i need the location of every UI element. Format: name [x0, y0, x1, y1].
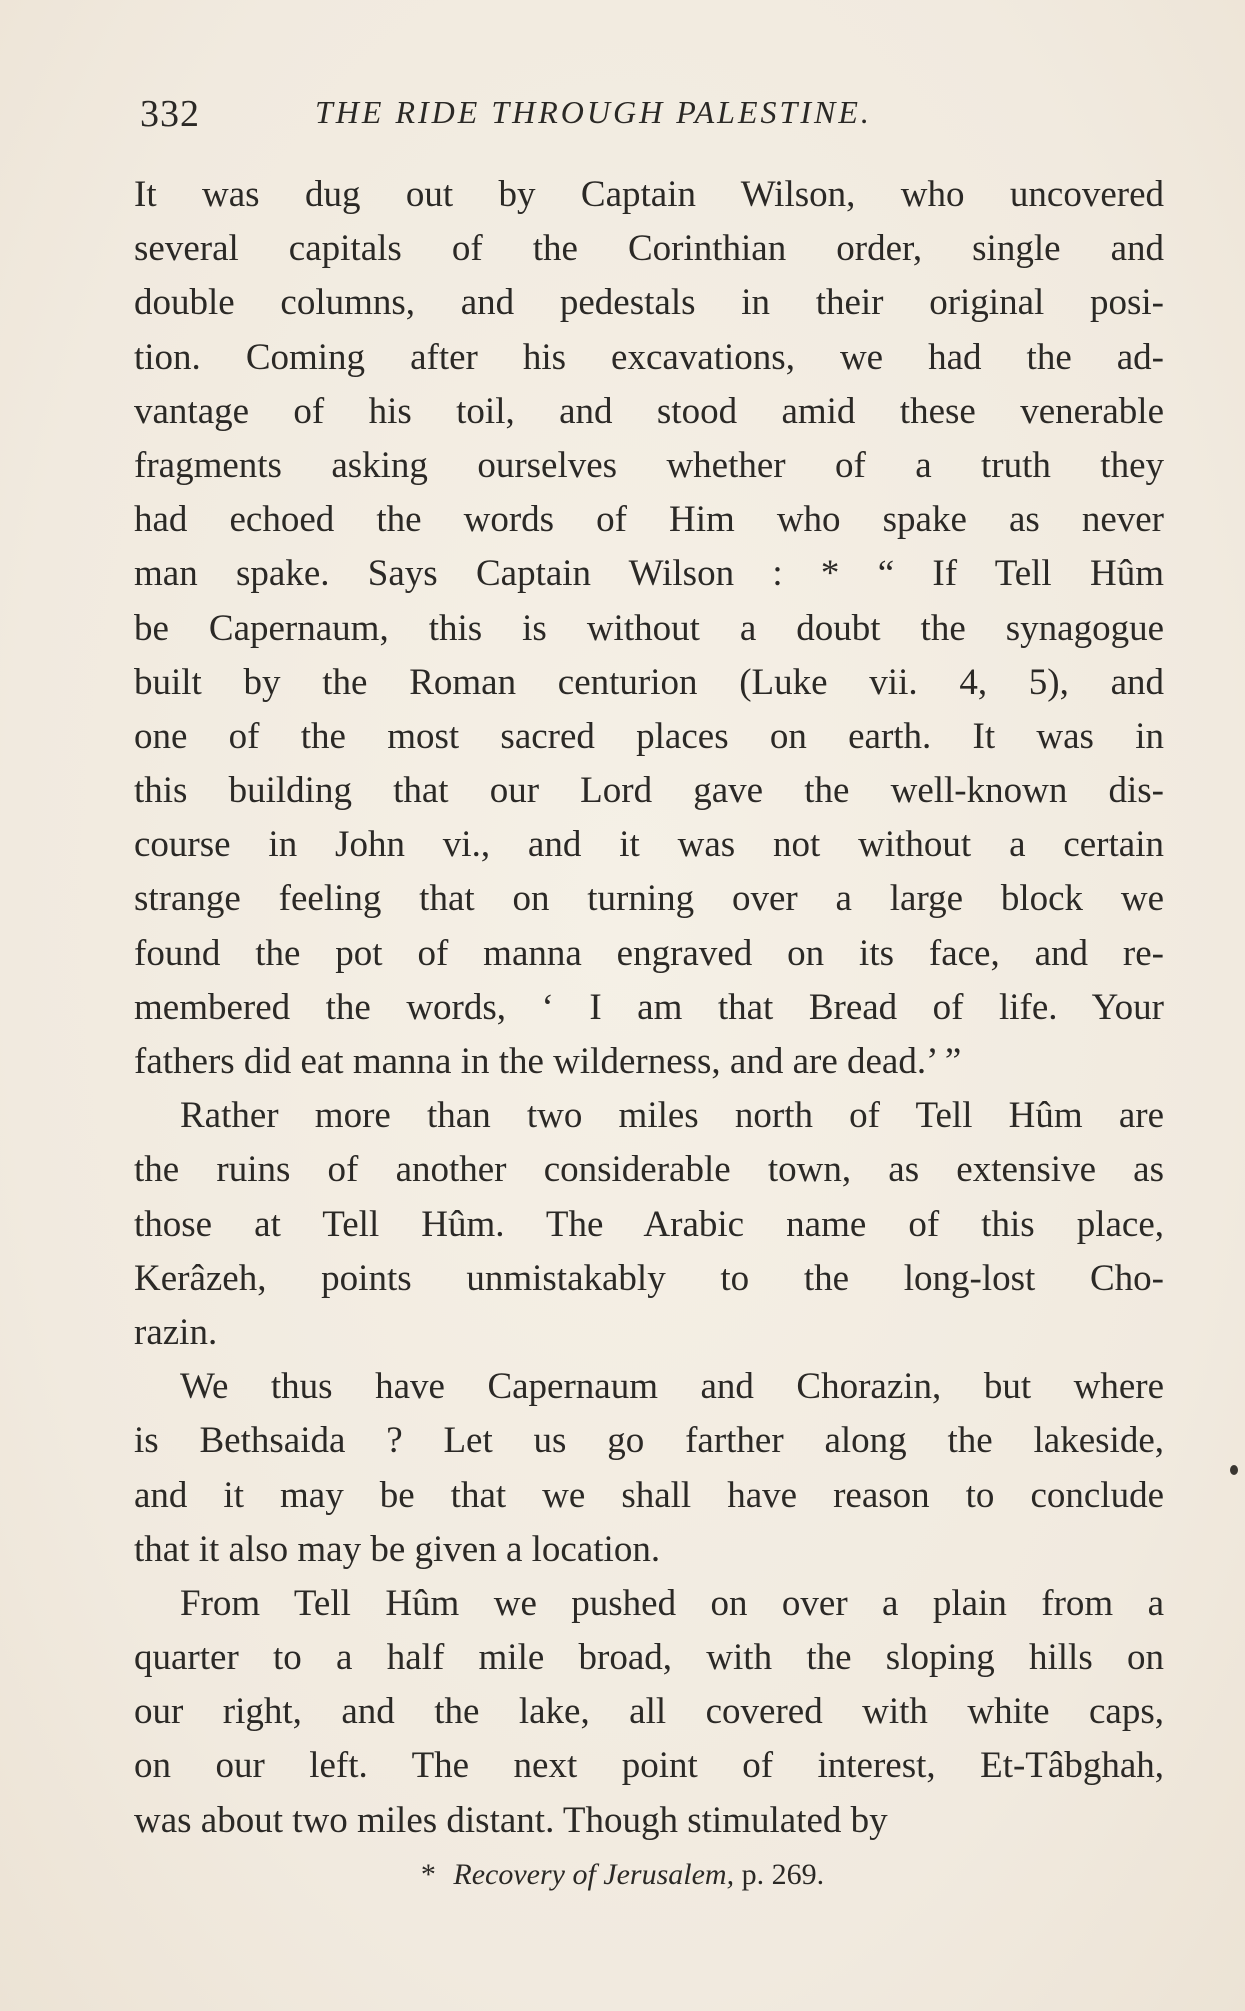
text-line: We thus have Capernaum and Chorazin, but where	[180, 1366, 1164, 1408]
text-line: that it also may be given a location.	[134, 1528, 661, 1570]
paragraph	[134, 1360, 1164, 1577]
text-line: Rather more than two miles north of Tell Hûm are	[180, 1095, 1164, 1137]
text-line: found the pot of manna engraved on its face, and re-	[134, 932, 1164, 974]
text-line: man spake. Says Captain Wilson : * “ If Tell Hûm	[134, 553, 1164, 595]
text-line: membered the words, ‘ I am that Bread of life. Your	[134, 986, 1164, 1028]
ink-speck	[1230, 1465, 1238, 1475]
text-line: our right, and the lake, all covered with white caps,	[134, 1691, 1164, 1733]
text-line: several capitals of the Corinthian order, single and	[134, 228, 1164, 270]
text-line: fathers did eat manna in the wilderness, and are dead.’ ”	[134, 1041, 962, 1082]
page-header	[140, 92, 1150, 142]
footnote	[0, 1858, 1245, 1892]
text-line: course in John vi., and it was not without a certain	[134, 824, 1164, 866]
paragraph	[134, 1089, 1164, 1360]
text-line: was about two miles distant. Though stimulated by	[134, 1799, 888, 1841]
text-line: razin.	[134, 1311, 218, 1353]
paragraph	[134, 168, 1164, 1089]
text-line: those at Tell Hûm. The Arabic name of this place,	[134, 1203, 1164, 1245]
text-line: fragments asking ourselves whether of a truth they	[134, 444, 1164, 486]
text-line: built by the Roman centurion (Luke vii. 4, 5), and	[134, 661, 1164, 703]
text-line: the ruins of another considerable town, as extensive as	[134, 1149, 1164, 1191]
paragraph	[134, 1577, 1164, 1848]
footnote-page-ref: p. 269.	[741, 1858, 825, 1891]
body-text	[134, 168, 1164, 1848]
footnote-mark: *	[420, 1858, 436, 1891]
text-line: From Tell Hûm we pushed on over a plain from a	[180, 1582, 1164, 1624]
page-number: 332	[140, 93, 200, 135]
text-line: on our left. The next point of interest, Et-Tâbghah,	[134, 1745, 1164, 1787]
text-line: Kerâzeh, points unmistakably to the long-lost Cho-	[134, 1257, 1164, 1299]
text-line: It was dug out by Captain Wilson, who uncovered	[134, 174, 1164, 215]
running-title: THE RIDE THROUGH PALESTINE.	[315, 94, 872, 130]
text-line: strange feeling that on turning over a large block we	[134, 878, 1164, 920]
text-line: had echoed the words of Him who spake as never	[134, 499, 1164, 541]
text-line: tion. Coming after his excavations, we had the ad-	[134, 336, 1164, 378]
text-line: double columns, and pedestals in their original posi-	[134, 282, 1164, 324]
text-line: and it may be that we shall have reason to conclude	[134, 1474, 1164, 1516]
text-line: is Bethsaida ? Let us go farther along the lakeside,	[134, 1420, 1164, 1462]
text-line: be Capernaum, this is without a doubt the synagogue	[134, 607, 1164, 649]
text-line: vantage of his toil, and stood amid these venerable	[134, 390, 1164, 432]
text-line: quarter to a half mile broad, with the sloping hills on	[134, 1637, 1164, 1679]
text-line: this building that our Lord gave the well-known dis-	[134, 770, 1164, 812]
footnote-source-title: Recovery of Jerusalem,	[453, 1858, 735, 1891]
text-line: one of the most sacred places on earth. It was in	[134, 715, 1164, 757]
